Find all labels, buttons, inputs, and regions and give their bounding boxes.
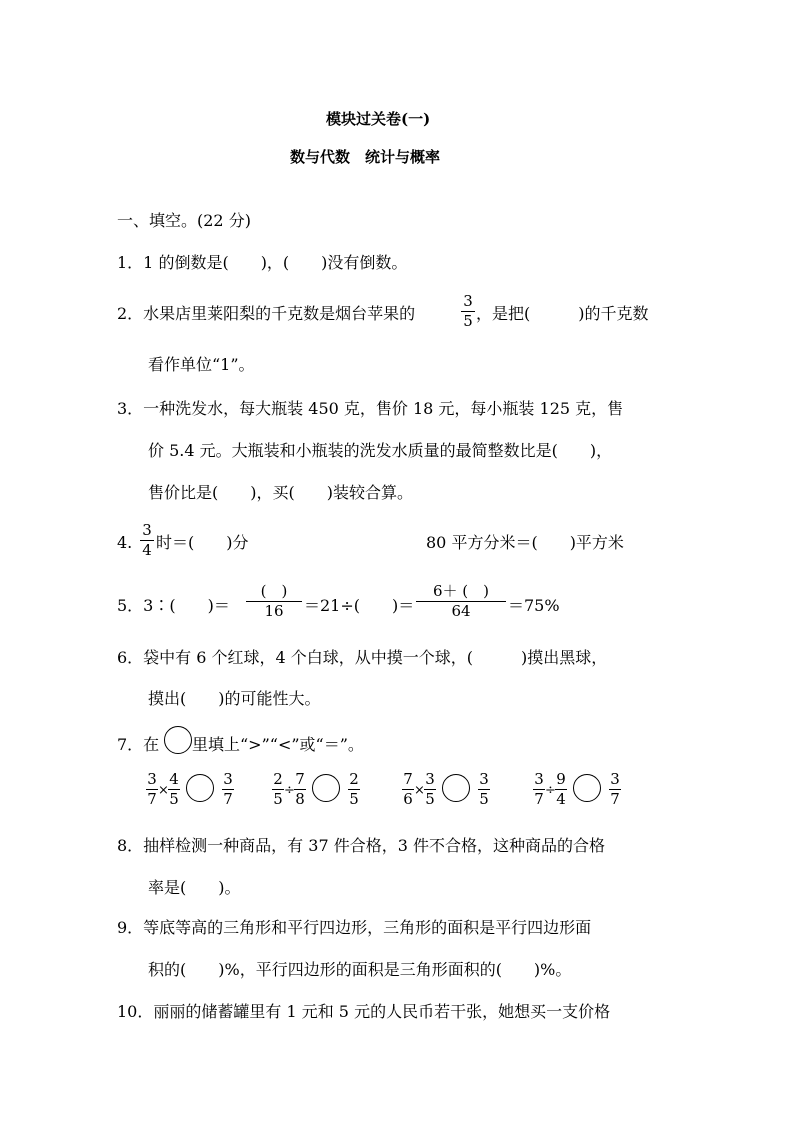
comparison-4-fraction-1 [533,772,545,807]
comparison-2-operator: ÷ [284,783,295,798]
answer-circle[interactable] [186,774,214,802]
fraction-numerator: 3 [223,770,233,788]
fraction-numerator: 3 [479,770,489,788]
question-5-text-a: 5．3∶( )＝ [117,596,230,615]
fraction-denominator: 16 [264,602,284,620]
fraction-numerator: 6＋ ( ) [432,582,490,600]
fraction-numerator: 7 [403,770,413,788]
question-8-line-2: 率是( )。 [148,878,241,897]
question-7-text-a: 7．在 [117,735,160,754]
comparison-3-fraction-2 [424,772,436,807]
fraction-denominator: 4 [142,541,152,559]
fraction-numerator: 3 [534,770,544,788]
fraction-denominator: 7 [534,790,544,808]
page-title: 模块过关卷(一) [326,110,431,128]
fraction-numerator: 3 [463,292,473,310]
question-2-text-c: 看作单位“1”。 [148,355,255,374]
fraction-numerator: 3 [610,770,620,788]
fraction-denominator: 6 [403,790,413,808]
fraction-numerator: 3 [147,770,157,788]
answer-circle[interactable] [442,774,470,802]
question-5-text-b: ＝21÷( )＝ [304,596,415,615]
comparison-3-operator: × [414,783,425,798]
comparison-1-fraction-1 [146,772,158,807]
answer-circle[interactable] [312,774,340,802]
fraction-denominator: 7 [223,790,233,808]
fraction-denominator: 7 [610,790,620,808]
answer-circle[interactable] [573,774,601,802]
comparison-4-operator: ÷ [545,783,556,798]
comparison-3-fraction-1 [402,772,414,807]
fraction-numerator: 3 [142,521,152,539]
fraction-denominator: 5 [169,790,179,808]
fraction-denominator: 5 [349,790,359,808]
question-9-line-2: 积的( )%，平行四边形的面积是三角形面积的( )%。 [148,960,572,979]
fraction-numerator: 3 [425,770,435,788]
question-1: 1．1 的倒数是( )，( )没有倒数。 [117,253,408,272]
fraction-denominator: 7 [147,790,157,808]
fraction-numerator: 7 [295,770,305,788]
question-4-fraction [140,523,154,558]
fraction-denominator: 5 [479,790,489,808]
fraction-denominator: 4 [556,790,566,808]
question-3-line-2: 价 5.4 元。大瓶装和小瓶装的洗发水质量的最简整数比是( )， [148,441,613,460]
question-5-fraction-2 [416,584,506,619]
fraction-numerator: 9 [556,770,566,788]
fraction-numerator: 4 [169,770,179,788]
page-subtitle: 数与代数 统计与概率 [290,148,441,166]
question-4-text-a: 时＝( )分 [156,533,249,552]
question-10-line-1: 10．丽丽的储蓄罐里有 1 元和 5 元的人民币若干张，她想买一支价格 [117,1002,611,1021]
comparison-4-result [609,772,621,807]
comparison-2-fraction-1 [272,772,284,807]
comparison-1-result [222,772,234,807]
question-4-text-b: 80 平方分米＝( )平方米 [426,533,624,552]
comparison-4-fraction-2 [555,772,567,807]
comparison-1-fraction-2 [168,772,180,807]
question-3-line-1: 3．一种洗发水，每大瓶装 450 克，售价 18 元，每小瓶装 125 克，售 [117,399,624,418]
section-heading: 一、填空。(22 分) [117,211,251,230]
comparison-2-fraction-2 [294,772,306,807]
question-5-text-c: ＝75% [508,596,560,615]
question-5-fraction-1 [246,584,302,619]
fraction-denominator: 5 [463,312,473,330]
comparison-2-result [348,772,360,807]
fraction-denominator: 8 [295,790,305,808]
question-2-text-a: 2．水果店里莱阳梨的千克数是烟台苹果的 [117,304,416,323]
fraction-denominator: 5 [273,790,283,808]
comparison-3-result [478,772,490,807]
question-2-fraction [461,294,475,329]
question-4-number: 4. [117,533,133,552]
question-2-text-b: ，是把( )的千克数 [476,304,649,323]
question-3-line-3: 售价比是( )，买( )装较合算。 [148,483,413,502]
comparison-1-operator: × [158,783,169,798]
fraction-denominator: 5 [425,790,435,808]
fraction-numerator: ( ) [260,582,288,600]
fraction-numerator: 2 [349,770,359,788]
question-7-text-b: 里填上“>”“<”或“＝”。 [192,735,364,754]
answer-circle[interactable] [164,726,192,754]
question-6-line-1: 6．袋中有 6 个红球，4 个白球，从中摸一个球，( )摸出黑球， [117,648,608,667]
question-6-line-2: 摸出( )的可能性大。 [148,689,321,708]
fraction-denominator: 64 [451,602,471,620]
question-8-line-1: 8．抽样检测一种商品，有 37 件合格，3 件不合格，这种商品的合格 [117,836,605,855]
fraction-numerator: 2 [273,770,283,788]
question-9-line-1: 9．等底等高的三角形和平行四边形，三角形的面积是平行四边形面 [117,918,592,937]
